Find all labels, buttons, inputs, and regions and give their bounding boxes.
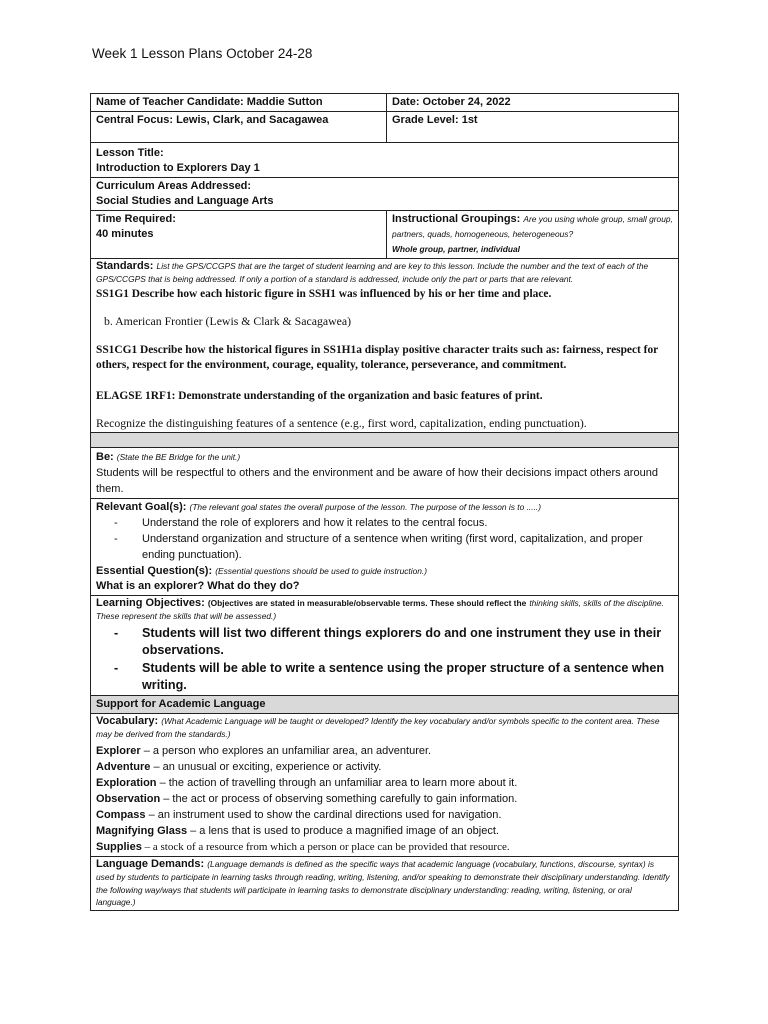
lesson-date: Date: October 24, 2022 (387, 94, 679, 112)
list-item: - Understand organization and structure of a sentence when writing (first word, capitalization, and proper ending punctuation). (114, 531, 673, 563)
grade-level: Grade Level: 1st (387, 112, 679, 143)
lesson-title: Introduction to Explorers Day 1 (96, 162, 260, 174)
vocab-magnifying-glass: Magnifying Glass – a lens that is used to produce a magnified image of an object. (96, 825, 499, 837)
vocab-explorer: Explorer – a person who explores an unfamiliar area, an adventurer. (96, 745, 432, 757)
table-row (91, 94, 679, 112)
vocabulary-cell (91, 714, 679, 857)
standard-ss1cg1: SS1CG1 Describe how the historical figures in SS1H1a display positive character traits such as: fairness, respect for others, respect for the environment, courage, equality, tolerance, perseverance, and commitment. (96, 344, 659, 371)
vocab-adventure: Adventure – an unusual or exciting, experience or activity. (96, 761, 382, 773)
time-required: 40 minutes (96, 228, 154, 240)
time-label: Time Required: (96, 213, 176, 225)
vocab-compass: Compass – an instrument used to show the cardinal directions used for navigation. (96, 809, 502, 821)
essential-question-note: (Essential questions should be used to guide instruction.) (215, 566, 428, 576)
language-demands-cell (91, 857, 679, 911)
table-row (91, 433, 679, 448)
be-note: (State the BE Bridge for the unit.) (116, 452, 241, 462)
be-label: Be: (96, 451, 114, 463)
vocab-exploration: Exploration – the action of travelling through an unfamiliar area to learn more about it. (96, 777, 518, 789)
standard-ss1g1-b: b. American Frontier (Lewis & Clark & Sacagawea) (104, 314, 351, 328)
lesson-plan-table (90, 93, 679, 911)
vocabulary-label: Vocabulary: (96, 715, 159, 727)
essential-question: What is an explorer? What do they do? (96, 580, 300, 592)
list-item: - Students will list two different things explorers do and one instrument they use in their observations. (114, 625, 673, 659)
groupings-note: Are you using whole group, small group, partners, quads, homogeneous, heterogeneous? (392, 214, 673, 239)
groupings-value: Whole group, partner, individual (392, 244, 520, 254)
table-row (91, 714, 679, 857)
lesson-title-label: Lesson Title: (96, 147, 164, 159)
goals-list (96, 515, 673, 563)
standards-note: List the GPS/CCGPS that are the target of student learning and are key to this lesson. Include the number and the text of each of the GPS/CCGPS that is being addressed. If only a portion of a standard is addressed, include only the part or parts that are relevant. (96, 261, 649, 284)
goals-cell (91, 499, 679, 596)
goals-label: Relevant Goal(s): (96, 501, 187, 513)
curriculum-label: Curriculum Areas Addressed: (96, 180, 252, 192)
vocab-supplies: Supplies – a stock of a resource from which a person or place can be provided that resource. (96, 841, 510, 853)
standard-elagse-1rf1-a: Recognize the distinguishing features of a sentence (e.g., first word, capitalization, ending punctuation). (96, 416, 587, 430)
list-item: - Students will be able to write a sentence using the proper structure of a sentence when writing. (114, 660, 673, 694)
time-cell (91, 211, 387, 259)
table-row (91, 143, 679, 178)
table-row (91, 696, 679, 714)
groupings-cell (387, 211, 679, 259)
goals-note: (The relevant goal states the overall purpose of the lesson. The purpose of the lesson is to .....) (189, 502, 542, 512)
objectives-label: Learning Objectives: (96, 597, 205, 609)
groupings-label: Instructional Groupings: (392, 213, 521, 225)
vocab-observation: Observation – the act or process of observing something carefully to gain information. (96, 793, 518, 805)
be-text: Students will be respectful to others and the environment and be aware of how their decisions impact others around them. (96, 467, 658, 495)
table-row (91, 211, 679, 259)
list-item: - Understand the role of explorers and how it relates to the central focus. (114, 515, 673, 531)
table-row (91, 857, 679, 911)
standard-elagse-1rf1: ELAGSE 1RF1: Demonstrate understanding of the organization and basic features of print. (96, 390, 543, 402)
essential-question-label: Essential Question(s): (96, 565, 213, 577)
lesson-title-cell (91, 143, 679, 178)
table-row (91, 499, 679, 596)
objectives-note-a: (Objectives are stated in measurable/observable terms. These should reflect the (207, 598, 527, 608)
language-demands-note: (Language demands is defined as the specific ways that academic language (vocabulary, functions, discourse, syntax) is used by students to participate in learning tasks through reading, writing, listening, and/or speaking to demonstrate their disciplinary understanding. Identify the following way/ways that students will participate in learning tasks to demonstrate disciplinary understanding: reading, writing, listening, or oral language.) (96, 859, 670, 908)
central-focus: Central Focus: Lewis, Clark, and Sacagawea (91, 112, 387, 143)
be-cell (91, 448, 679, 499)
language-demands-label: Language Demands: (96, 858, 205, 870)
standards-cell (91, 259, 679, 433)
vocabulary-note: (What Academic Language will be taught or developed? Identify the key vocabulary and/or symbols specific to the content area. These may be derived from the standards.) (96, 716, 660, 739)
curriculum-cell (91, 178, 679, 211)
objectives-note-b: thinking skills, skills of the discipline. These represent the skills that will be assessed.) (96, 598, 664, 621)
curriculum-areas: Social Studies and Language Arts (96, 195, 274, 207)
table-row (91, 596, 679, 696)
academic-language-heading: Support for Academic Language (91, 696, 679, 714)
objectives-list (96, 625, 673, 694)
objectives-cell (91, 596, 679, 696)
teacher-name: Name of Teacher Candidate: Maddie Sutton (91, 94, 387, 112)
document-title: Week 1 Lesson Plans October 24-28 (92, 46, 313, 61)
gray-divider (91, 433, 679, 448)
table-row (91, 178, 679, 211)
table-row (91, 259, 679, 433)
table-row (91, 112, 679, 143)
table-row (91, 448, 679, 499)
standards-label: Standards: (96, 260, 154, 272)
standard-ss1g1: SS1G1 Describe how each historic figure in SSH1 was influenced by his or her time and place. (96, 288, 552, 300)
